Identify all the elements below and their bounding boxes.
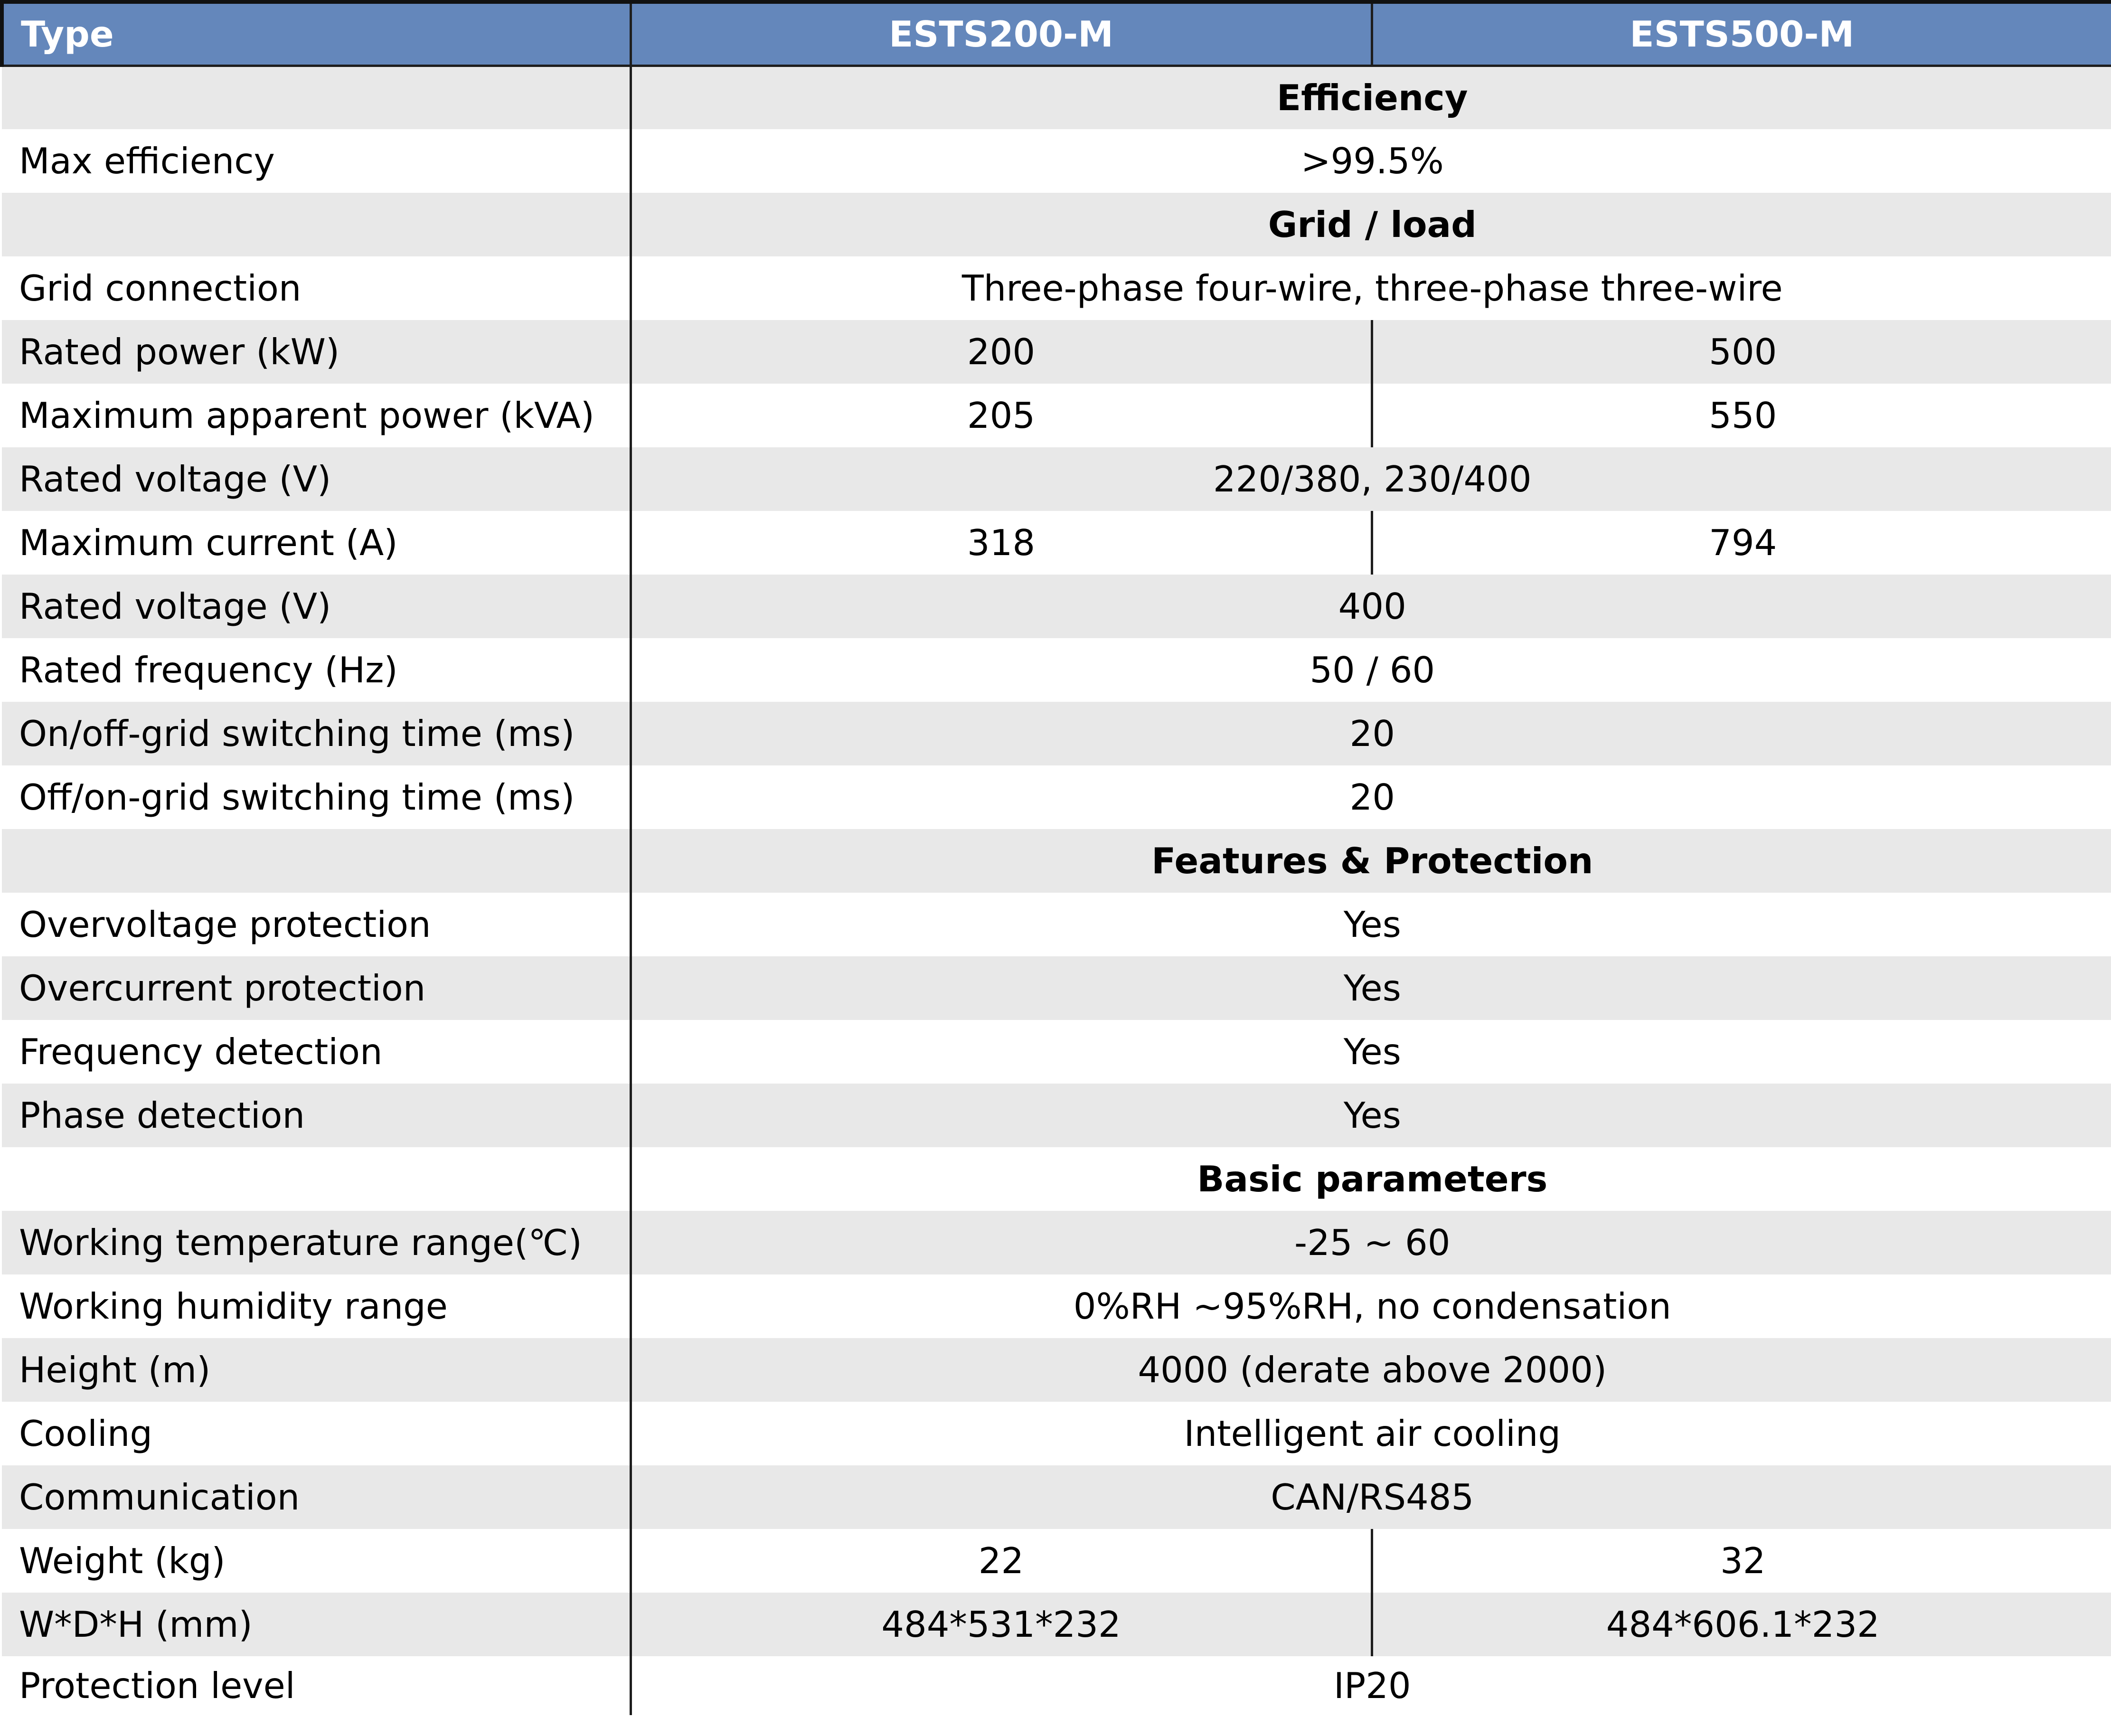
table-row xyxy=(2,575,2111,638)
param-value-model-a: 200 xyxy=(631,320,1372,384)
table-row xyxy=(2,1402,2111,1465)
section-row xyxy=(2,829,2111,893)
table-row xyxy=(2,1084,2111,1147)
param-label: Maximum apparent power (kVA) xyxy=(2,384,631,447)
param-value: 0%RH ~95%RH, no condensation xyxy=(631,1274,2111,1338)
table-row xyxy=(2,1338,2111,1402)
param-label: W*D*H (mm) xyxy=(2,1593,631,1656)
param-value-model-a: 22 xyxy=(631,1529,1372,1593)
param-value: 220/380, 230/400 xyxy=(631,447,2111,511)
param-label: Rated frequency (Hz) xyxy=(2,638,631,702)
param-value: CAN/RS485 xyxy=(631,1465,2111,1529)
param-value-model-a: 484*531*232 xyxy=(631,1593,1372,1656)
param-label: Grid connection xyxy=(2,256,631,320)
param-label: Max efficiency xyxy=(2,129,631,193)
table-row xyxy=(2,1274,2111,1338)
param-value: -25 ~ 60 xyxy=(631,1211,2111,1274)
table-row xyxy=(2,384,2111,447)
param-value-model-b: 484*606.1*232 xyxy=(1372,1593,2111,1656)
param-value: Yes xyxy=(631,893,2111,956)
param-value-model-b: 500 xyxy=(1372,320,2111,384)
section-title: Efficiency xyxy=(631,66,2111,129)
param-label: Communication xyxy=(2,1465,631,1529)
param-value: 20 xyxy=(631,765,2111,829)
table-row xyxy=(2,447,2111,511)
section-row xyxy=(2,66,2111,129)
param-value: Three-phase four-wire, three-phase three-wire xyxy=(631,256,2111,320)
param-label: Frequency detection xyxy=(2,1020,631,1084)
param-label: Working temperature range(℃) xyxy=(2,1211,631,1274)
param-value: IP20 xyxy=(631,1656,2111,1715)
table-row xyxy=(2,893,2111,956)
param-value: 400 xyxy=(631,575,2111,638)
param-label: Overcurrent protection xyxy=(2,956,631,1020)
param-label: Cooling xyxy=(2,1402,631,1465)
param-label: Off/on-grid switching time (ms) xyxy=(2,765,631,829)
param-value: >99.5% xyxy=(631,129,2111,193)
table-row xyxy=(2,129,2111,193)
section-title: Basic parameters xyxy=(631,1147,2111,1211)
header-model-b: ESTS500-M xyxy=(1372,2,2111,66)
header-type: Type xyxy=(2,2,631,66)
param-value: 20 xyxy=(631,702,2111,765)
table-row xyxy=(2,1529,2111,1593)
param-value: Yes xyxy=(631,1084,2111,1147)
table-row xyxy=(2,320,2111,384)
table-row xyxy=(2,1593,2111,1656)
table-row xyxy=(2,956,2111,1020)
param-value-model-b: 794 xyxy=(1372,511,2111,575)
table-row xyxy=(2,1656,2111,1715)
param-label: Protection level xyxy=(2,1656,631,1715)
table-row xyxy=(2,638,2111,702)
section-label-cell xyxy=(2,66,631,129)
param-label: On/off-grid switching time (ms) xyxy=(2,702,631,765)
table-row xyxy=(2,1020,2111,1084)
table-row xyxy=(2,1211,2111,1274)
table-row xyxy=(2,256,2111,320)
header-row xyxy=(2,2,2111,66)
param-label: Rated voltage (V) xyxy=(2,447,631,511)
param-value: Yes xyxy=(631,1020,2111,1084)
header-model-a: ESTS200-M xyxy=(631,2,1372,66)
section-label-cell xyxy=(2,829,631,893)
spec-body xyxy=(2,66,2111,1715)
param-label: Height (m) xyxy=(2,1338,631,1402)
section-title: Features & Protection xyxy=(631,829,2111,893)
param-label: Overvoltage protection xyxy=(2,893,631,956)
param-label: Rated power (kW) xyxy=(2,320,631,384)
param-value: 4000 (derate above 2000) xyxy=(631,1338,2111,1402)
param-label: Phase detection xyxy=(2,1084,631,1147)
param-value-model-a: 318 xyxy=(631,511,1372,575)
param-label: Maximum current (A) xyxy=(2,511,631,575)
section-title: Grid / load xyxy=(631,193,2111,256)
param-value-model-a: 205 xyxy=(631,384,1372,447)
param-label: Working humidity range xyxy=(2,1274,631,1338)
param-value: 50 / 60 xyxy=(631,638,2111,702)
table-row xyxy=(2,511,2111,575)
table-row xyxy=(2,765,2111,829)
param-value: Yes xyxy=(631,956,2111,1020)
section-row xyxy=(2,193,2111,256)
param-value-model-b: 32 xyxy=(1372,1529,2111,1593)
section-label-cell xyxy=(2,1147,631,1211)
table-row xyxy=(2,1465,2111,1529)
param-label: Rated voltage (V) xyxy=(2,575,631,638)
section-label-cell xyxy=(2,193,631,256)
table-row xyxy=(2,702,2111,765)
section-row xyxy=(2,1147,2111,1211)
param-value: Intelligent air cooling xyxy=(631,1402,2111,1465)
param-value-model-b: 550 xyxy=(1372,384,2111,447)
param-label: Weight (kg) xyxy=(2,1529,631,1593)
